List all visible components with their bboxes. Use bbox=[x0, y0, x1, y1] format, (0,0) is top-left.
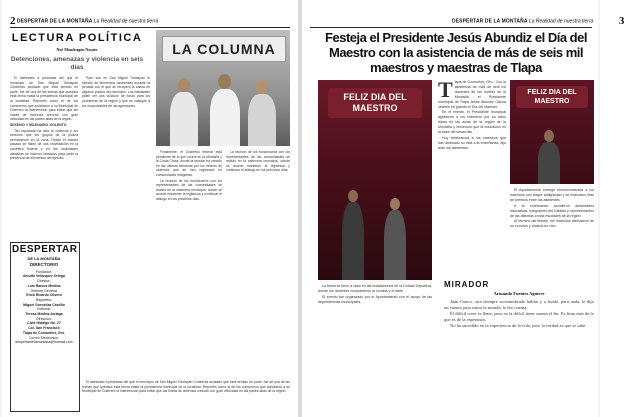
header-publication: DESPERTAR DE LA MONTAÑA bbox=[16, 18, 93, 25]
directory-line: Correo Electrónico: bbox=[29, 335, 59, 340]
byline: Noé Mondragón Norato bbox=[56, 47, 98, 52]
left-page bbox=[2, 0, 298, 417]
directory-line: Erick Ricardo Olivera bbox=[26, 293, 62, 298]
right-page bbox=[302, 0, 624, 417]
right-column-3 bbox=[318, 284, 432, 410]
left-column-1 bbox=[10, 76, 78, 242]
directory-title: DIRECTORIO bbox=[29, 262, 59, 267]
right-column-2 bbox=[510, 188, 594, 276]
paragraph: La fiesta se llevó a cabo en las instalaciones de la Unidad Deportiva, donde los docentes compartieron la comida y el baile. bbox=[318, 284, 432, 293]
person-head bbox=[178, 78, 190, 92]
photo-banner: FELIZ DIA DEL MAESTRO bbox=[516, 86, 588, 108]
paragraph: Al término del festejo, los maestros disfrutaron de un convivio y música en vivo. bbox=[510, 219, 594, 229]
directory-line: despertardelamontana@hotmail.com bbox=[15, 340, 73, 345]
directory-line: Amulfo Velázquez Ortega bbox=[22, 274, 65, 279]
person-head bbox=[256, 80, 268, 94]
person-head bbox=[348, 190, 358, 202]
directory bbox=[10, 262, 78, 345]
directory-line: Tlapa de Comonfort, Gro. bbox=[22, 330, 66, 335]
paragraph: A la celebración acudieron autoridades educativas, integrantes del Cabildo y representantes de las distintas zonas escolares de la región. bbox=[510, 203, 594, 218]
person-body bbox=[384, 210, 406, 280]
directory-line: Editorial: bbox=[37, 307, 51, 312]
person-head bbox=[218, 74, 231, 89]
person-body bbox=[342, 202, 364, 280]
paragraph: El Ayuntamiento entregó reconocimientos a los maestros con mayor antigüedad y se realizaron rifas de premios entre los asistentes. bbox=[510, 188, 594, 202]
person-body bbox=[210, 89, 240, 146]
paragraph: El evento fue organizado por el Ayuntamiento con el apoyo de las dependencias municipales. bbox=[318, 294, 432, 304]
person-body bbox=[248, 94, 276, 146]
directory-line: Director: bbox=[37, 279, 51, 284]
masthead-sub: DE LA MONTAÑA bbox=[27, 256, 61, 261]
header-slogan: La Realidad de nuestra tierra bbox=[528, 18, 594, 25]
mirador-title: MIRADOR bbox=[444, 280, 490, 289]
page-number-left: 2 bbox=[10, 15, 16, 27]
person-head bbox=[390, 198, 400, 210]
paragraph: Él difícil creer es lleno, pero en la difícil tiene cuenta el fin. Es finar más de lo que es de la esperanza. bbox=[444, 311, 594, 322]
masthead: DESPERTAR bbox=[12, 244, 78, 255]
paragraph: Tan reportada ha sido la violencia y los sectores que los grupos de la policía permanecen en la zona. Desde el martes pasado se habló de una movilización en la carretera federal y en las localidades aledañas se hicieron llamados para pedir la presencia de elementos del ejército. bbox=[10, 128, 78, 161]
left-column-3 bbox=[156, 150, 222, 376]
directory-line: Miguel Gorostiza Castillo bbox=[23, 302, 65, 307]
left-column-4 bbox=[226, 150, 290, 270]
subhead: SEXENIO Y MILENARIO VIOLENTO. bbox=[10, 122, 68, 127]
header-rule bbox=[10, 27, 290, 28]
paragraph: No ha sucedido en la experiencia de la vida, pero la verdad es que se sabe. bbox=[450, 323, 587, 328]
paragraph: lapa de Comonfort, Gro.- Con la asistencia de más de seis mil docentes de los niveles de la Montaña, el Presidente municipal de Tlapa Jesús Abundiz García celebró en grande el Día del Maestro. bbox=[438, 80, 506, 109]
person-head bbox=[544, 130, 554, 142]
paragraph: El asesinato a pedradas del que el municipio de San Miguel Totolapan Contreras acusado que está sentido en parte, fue de una de las fechas que quedará esta fecha hasta la presidencia municipal de la localidad. Reportes como el de los comuneros que solicitaron a su Municipal de Guerrero la intervención para evitar que las líneas de violencia crezcan con gran velocidad en las partes altas de la región. bbox=[82, 380, 290, 394]
right-header bbox=[452, 16, 624, 26]
person-body bbox=[170, 92, 198, 146]
header-slogan: La Realidad de nuestra tierra bbox=[93, 18, 159, 25]
paragraph: Finalmente, el Gobierno federal está pendiente de lo que ocurre en la Montaña y la Costa Chica, donde la tensión ha crecido en las últimas semanas por los hechos de violencia que se han registrado en comunidades indígenas. bbox=[156, 150, 222, 177]
paragraph: El asesinato a pedradas del que el municipio de San Miguel Totolapan Contreras acusado que está sentido en parte, fue de una de las fechas que quedará esta fecha hasta la presidencia municipal de la localidad. Reportes como el de los comuneros que solicitaron a su Municipal de Guerrero la intervención para evitar que las líneas de violencia crezcan con gran velocidad en las partes altas de la región. bbox=[10, 76, 78, 122]
header-publication: DESPERTAR DE LA MONTAÑA bbox=[452, 18, 528, 25]
dropcap: T bbox=[438, 77, 453, 102]
directory-line: Gerente General: bbox=[30, 288, 58, 293]
article-deck: Detenciones, amenazas y violencia en seis días bbox=[10, 56, 144, 71]
directory-line: Dirección: bbox=[36, 316, 52, 321]
paragraph: Paro son en San Miguel Totolapan el ejército de elementos castrenses durante la jornada con el que se recuperó la calma en algunos puntos del municipio. Los habitantes piden ver una solución de fondo para los problemas de la región y que se castigue a los responsables de las agresiones. bbox=[82, 76, 150, 108]
second-photo bbox=[510, 80, 594, 184]
headline: Festeja el Presidente Jesús Abundiz el Día del Maestro con la asistencia de más de seis mil maestros y maestras de Tlapa bbox=[325, 30, 587, 75]
header-rule bbox=[310, 27, 592, 28]
mirador-byline: Armando Fuentes Aguirre bbox=[493, 291, 545, 296]
directory-line: Col. San Francisco bbox=[28, 326, 60, 331]
directory-line: Fundador: bbox=[36, 269, 52, 274]
left-header bbox=[10, 16, 158, 26]
mirador-column bbox=[444, 299, 594, 329]
paragraph: En el evento, el Presidente municipal agradeció a los maestros por su labor diaria en las aulas de la región de la Montaña y reconoció que la educación es la base del desarrollo. bbox=[438, 110, 506, 135]
paragraph: Hoy celebramos a los maestros que han dedicado su vida a la enseñanza, dijo ante los asistentes. bbox=[438, 135, 506, 150]
left-footer-text bbox=[82, 380, 290, 410]
section-title: LECTURA POLÍTICA bbox=[11, 32, 143, 44]
person-body bbox=[538, 142, 560, 184]
page-number-right: 3 bbox=[618, 15, 624, 27]
paragraph: La reunión de los funcionarios con los representantes de las comunidades se realizó en la cabecera municipal, donde se acordó mantener la vigilancia y continuar el diálogo en los próximos días. bbox=[226, 150, 290, 173]
directory-line: Calle Hidalgo No. 27 bbox=[27, 321, 61, 326]
paragraph: Juan Cuaco, otra siempre acostumbrado hablar y a fondo, para nada, le dijo un cuento para mirar la mirada, le dio cuenta. bbox=[444, 299, 594, 310]
directory-line: Reportero: bbox=[35, 297, 53, 302]
photo-banner-box bbox=[162, 36, 286, 62]
main-photo bbox=[318, 80, 432, 280]
directory-line: Teresa Medina Arriaga bbox=[25, 312, 63, 317]
directory-line: Luis Ramos Medina bbox=[27, 283, 61, 288]
photo-banner: FELIZ DIA DEL MAESTRO bbox=[328, 88, 422, 118]
right-column-1 bbox=[438, 77, 506, 276]
article-photo-left bbox=[156, 30, 290, 146]
paragraph: La reunión de los funcionarios con los representantes de las comunidades se realizó en la cabecera municipal, donde se acordó mantener la vigilancia y continuar el diálogo en los próximos días. bbox=[156, 178, 222, 201]
left-column-2 bbox=[82, 76, 150, 376]
photo-banner-text: LA COLUMNA bbox=[172, 41, 276, 57]
